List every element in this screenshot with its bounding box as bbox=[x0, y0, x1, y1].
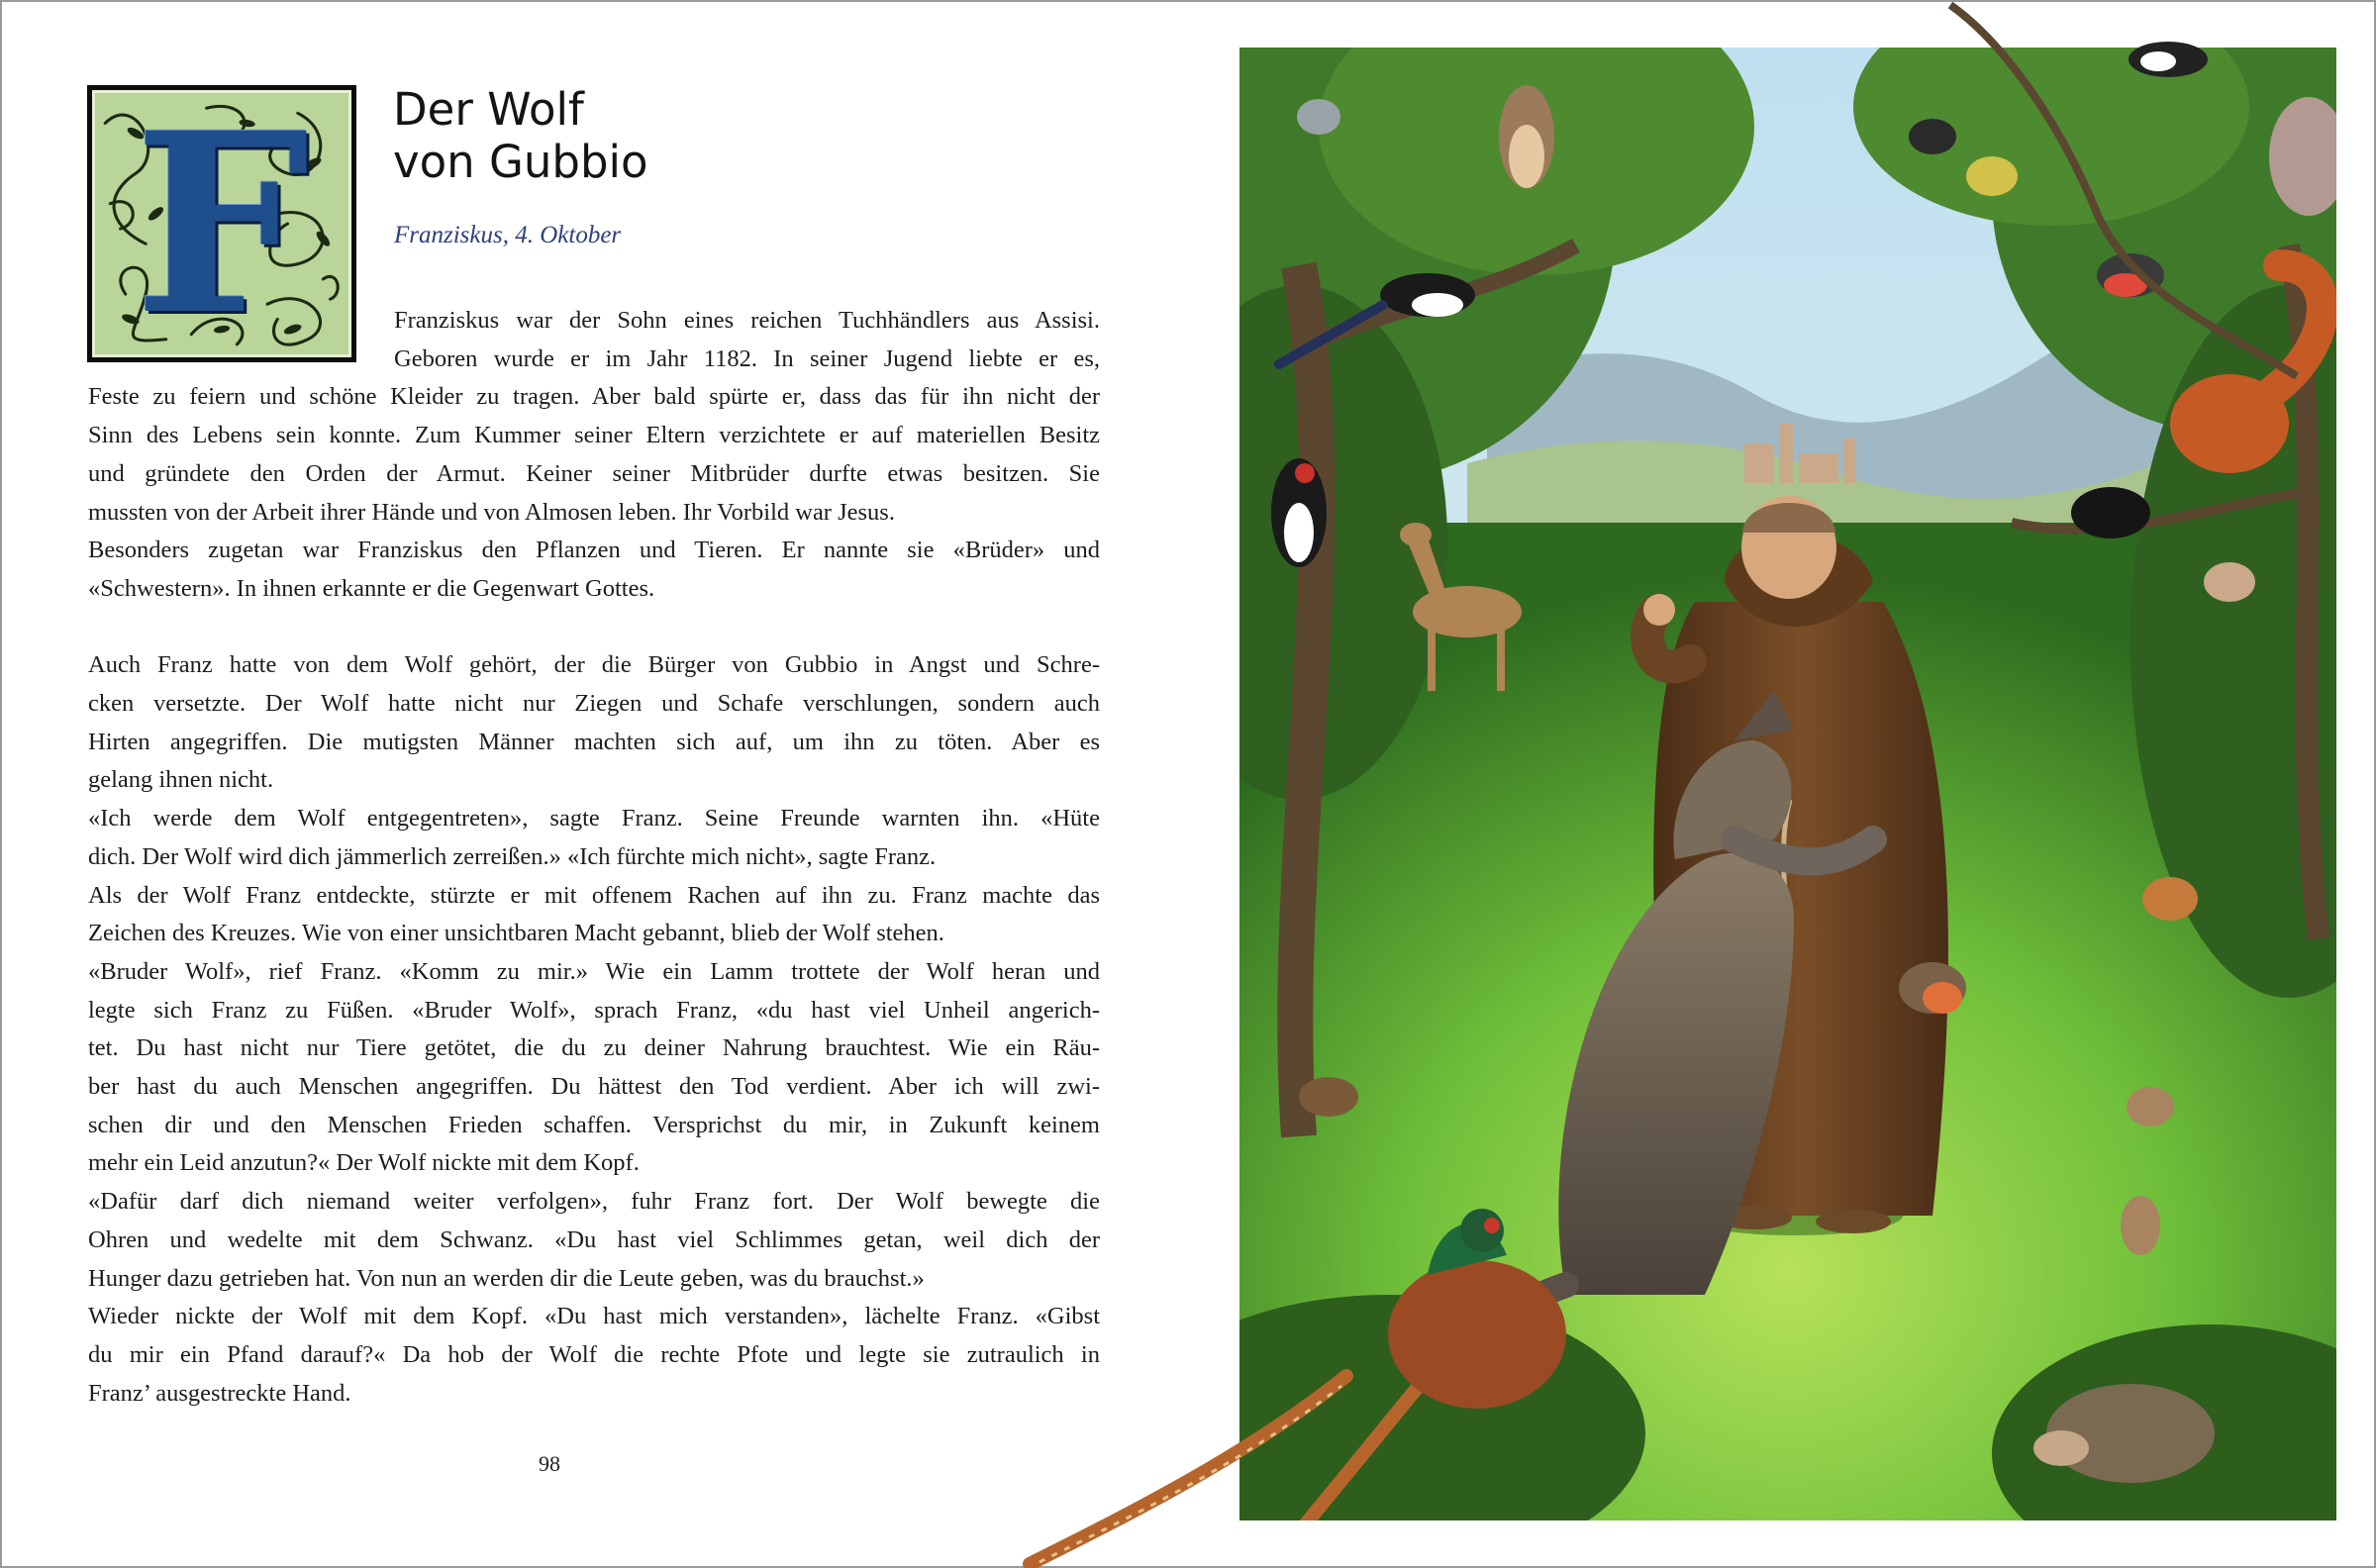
text-line: legte sich Franz zu Füßen. «Bruder Wolf», sprach Franz, «du hast viel Unheil angerich- bbox=[88, 996, 1100, 1024]
pheasant-tail-icon bbox=[1010, 1366, 1366, 1568]
title-line-1: Der Wolf bbox=[393, 83, 584, 136]
page-title bbox=[393, 83, 648, 188]
paragraph-gap bbox=[88, 609, 1100, 647]
text-line: du mir ein Pfand darauf?« Da hob der Wolf die rechte Pfote und legte sie zutraulich in bbox=[88, 1340, 1100, 1368]
text-line: «Ich werde dem Wolf entgegentreten», sagte Franz. Seine Freunde warnten ihn. «Hüte bbox=[88, 805, 1100, 833]
text-line: Sinn des Lebens sein konnte. Zum Kummer seiner Eltern verzichtete er auf materiellen Besitz bbox=[88, 422, 1100, 449]
story-text bbox=[88, 302, 1100, 1413]
text-line: ber hast du auch Menschen angegriffen. Du hättest den Tod verdient. Aber ich will zwi- bbox=[88, 1073, 1100, 1101]
text-line: «Dafür darf dich niemand weiter verfolgen», fuhr Franz fort. Der Wolf bewegte die bbox=[88, 1188, 1100, 1216]
text-line: Wieder nickte der Wolf mit dem Kopf. «Du hast mich verstanden», lächelte Franz. «Gibst bbox=[88, 1303, 1100, 1330]
text-line: und gründete den Orden der Armut. Keiner seiner Mitbrüder durfte etwas besitzen. Sie bbox=[88, 459, 1100, 487]
text-line: mehr ein Leid anzutun?« Der Wolf nickte mit dem Kopf. bbox=[88, 1149, 640, 1177]
text-line: Feste zu feiern und schöne Kleider zu tragen. Aber bald spürte er, dass das für ihn nicht der bbox=[88, 383, 1100, 411]
text-line: Franziskus war der Sohn eines reichen Tuchhändlers aus Assisi. bbox=[394, 307, 1100, 334]
page-number: 98 bbox=[539, 1451, 560, 1476]
text-line: Geboren wurde er im Jahr 1182. In seiner Jugend liebte er es, bbox=[394, 344, 1100, 372]
text-line: gelang ihnen nicht. bbox=[88, 766, 274, 794]
text-line: Hirten angegriffen. Die mutigsten Männer machten sich auf, um ihn zu töten. Aber es bbox=[88, 728, 1100, 755]
text-line: Als der Wolf Franz entdeckte, stürzte er mit offenem Rachen auf ihn zu. Franz machte das bbox=[88, 881, 1100, 909]
text-line: mussten von der Arbeit ihrer Hände und von Almosen leben. Ihr Vorbild war Jesus. bbox=[88, 498, 895, 526]
initial-letter: F bbox=[134, 90, 310, 357]
text-line: Ohren und wedelte mit dem Schwanz. «Du hast viel Schlimmes getan, weil dich der bbox=[88, 1225, 1100, 1253]
page-subtitle: Franziskus, 4. Oktober bbox=[394, 222, 622, 248]
title-line-2: von Gubbio bbox=[393, 136, 648, 188]
text-line: tet. Du hast nicht nur Tiere getötet, die du zu deiner Nahrung brauchtest. Wie ein Räu- bbox=[88, 1034, 1100, 1062]
text-line: cken versetzte. Der Wolf hatte nicht nur Ziegen und Schafe verschlungen, sondern auch bbox=[88, 690, 1100, 718]
text-line: Hunger dazu getrieben hat. Von nun an werden dir die Leute geben, was du brauchst.» bbox=[88, 1264, 925, 1292]
text-line: Zeichen des Kreuzes. Wie von einer unsichtbaren Macht gebannt, blieb der Wolf stehen. bbox=[88, 920, 944, 947]
text-line: Franz’ ausgestreckte Hand. bbox=[88, 1379, 351, 1407]
text-line: Besonders zugetan war Franziskus den Pflanzen und Tieren. Er nannte sie «Brüder» und bbox=[88, 537, 1100, 564]
branch-overhang-icon bbox=[1940, 0, 2376, 396]
text-line: schen dir und den Menschen Frieden schaffen. Versprichst du mir, in Zukunft keinem bbox=[88, 1111, 1100, 1138]
text-line: «Schwestern». In ihnen erkannte er die Gegenwart Gottes. bbox=[88, 574, 655, 602]
text-line: dich. Der Wolf wird dich jämmerlich zerreißen.» «Ich fürchte mich nicht», sagte Franz. bbox=[88, 842, 937, 870]
text-line: Auch Franz hatte von dem Wolf gehört, der die Bürger von Gubbio in Angst und Schre- bbox=[88, 651, 1100, 679]
text-line: «Bruder Wolf», rief Franz. «Komm zu mir.» Wie ein Lamm trottete der Wolf heran und bbox=[88, 957, 1100, 985]
